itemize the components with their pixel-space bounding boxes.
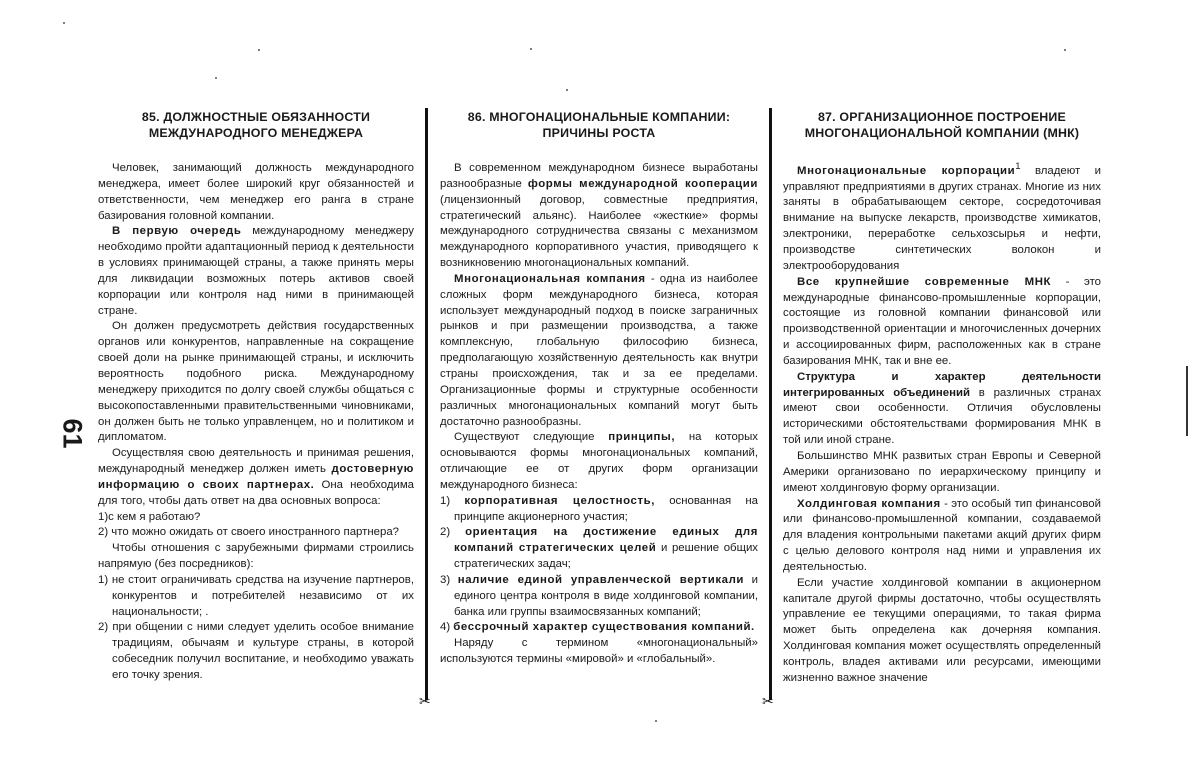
column-87 [783, 110, 1101, 687]
scan-speck [63, 22, 65, 24]
bold-term: ориентация на достижение единых для компаний стратегических целей [454, 526, 758, 555]
scan-speck [655, 720, 657, 722]
paragraph: Многонациональные корпорации$^1$ владеют и управляют предприятиями в других странах. Многие из них заняты в обрабатывающем секторе, сосредоточивая внимание на выпуске лекарств, производстве химикатов, электроники, переработке сельхозсырья и нефти, производстве синтетических волокон и электрооборудования [783, 161, 1101, 272]
scan-speck [1064, 49, 1066, 51]
scan-speck [215, 77, 217, 79]
paragraph: Существуют следующие принципы, на которых основываются формы многонациональных компаний, отличающие ее от других форм организации международного бизнеса: [440, 431, 758, 491]
list-item: 2) что можно ожидать от своего иностранного партнера? [98, 526, 399, 539]
list-item: 2) ориентация на достижение единых для компаний стратегических целей и решение общих стратегических задач; [440, 526, 758, 571]
bold-term: формы международной кооперации [527, 177, 758, 190]
scan-speck [258, 49, 260, 51]
paragraph: Большинство МНК развитых стран Европы и Северной Америки организовано по иерархическому принципу и имеют холдинговую форму организации. [783, 449, 1101, 494]
section-heading-87: 87. ОРГАНИЗАЦИОННОЕ ПОСТРОЕНИЕ МНОГОНАЦИОНАЛЬНОЙ КОМПАНИИ (МНК) [804, 110, 1080, 140]
page-number: 61 [57, 418, 88, 449]
bold-term: корпоративная целостность, [464, 494, 656, 507]
bold-term: В первую очередь [112, 225, 242, 238]
bold-term: Холдинговая компания [797, 497, 941, 510]
paragraph: Осуществляя свою деятельность и принимая решения, международный менеджер должен иметь достоверную информацию о своих партнерах. Она необходима для того, чтобы дать ответ на два основных вопроса: [98, 447, 415, 507]
column-divider [769, 108, 772, 700]
list-item: 1) корпоративная целостность, основанная на принципе акционерного участия; [440, 494, 759, 523]
paragraph: Он должен предусмотреть действия государственных органов или конкурентов, направленные на сокращение своей доли на рынке принимающей страны, и исключить вероятность подобного риска. Международному менеджеру приходится по долгу своей службы общаться с высокопоставленными правительственными чиновниками, он должен быть не только управленцем, но и политиком и дипломатом. [98, 320, 414, 444]
list-item: 1)с кем я работаю? [98, 510, 201, 523]
paragraph: В современном международном бизнесе выработаны разнообразные формы международной кооперации (лицензионный договор, совместные предприятия, стратегический альянс). Наиболее «жесткие» формы международного сотрудничества связаны с механизмом международного корпоративного участия, приводящего к возникновению многонациональных компаний. [440, 162, 758, 270]
list-item: 3) наличие единой управленческой вертикали и единого центра контроля в виде холдинговой компании, банка или группы взаимосвязанных компаний; [440, 573, 759, 618]
paragraph: Человек, занимающий должность международного менеджера, имеет более широкий круг обязанностей и ответственности, чем менеджер его ранга в стране базирования головной компании. [98, 162, 414, 222]
bold-term: наличие единой управленческой вертикали [457, 573, 745, 586]
bold-term: Структура и характер деятельности интегрированных объединений [783, 370, 1101, 399]
list-item: 4) бессрочный характер существования компаний. [440, 621, 755, 634]
paragraph: Чтобы отношения с зарубежными фирмами строились напрямую (без посредников): [98, 542, 414, 571]
list-item: 1) не стоит ограничивать средства на изучение партнеров, конкурентов и потребителей независимо от их национальности; . [98, 573, 414, 618]
scan-edge-mark [1186, 366, 1188, 436]
column-divider [425, 108, 428, 700]
paragraph: Если участие холдинговой компании в акционерном капитале другой фирмы достаточно, чтобы осуществлять управление ее текущими операциями, то такая фирма может быть определена как дочерняя компания. Холдинговая компания может осуществлять определенный контроль, владея активами или ресурсами, имеющими жизненно важное значение [783, 576, 1101, 684]
list-item: 2) при общении с ними следует уделить особое внимание традициям, обычаям и культуре страны, в которой собеседник получил воспитание, и необходимо уважать его точку зрения. [98, 621, 414, 681]
paragraph: В первую очередь международному менеджеру необходимо пройти адаптационный период к деятельности в условиях принимающей страны, а также принять меры для ликвидации возможных потерь активов своей корпорации или контроля над ними в принимающей стране. [98, 225, 414, 317]
paragraph: Наряду с термином «многонациональный» используются термины «мировой» и «глобальный». [440, 637, 758, 666]
section-heading-85: 85. ДОЛЖНОСТНЫЕ ОБЯЗАННОСТИ МЕЖДУНАРОДНОГО МЕНЕДЖЕРА [141, 110, 371, 140]
paragraph: Холдинговая компания - это особый тип финансовой или финансово-промышленной компании, создаваемой для владения контрольными пакетами акций других фирм с целью делового контроля над ними и управления их деятельностью. [783, 497, 1101, 573]
footnote-marker: 1 [1015, 161, 1021, 172]
scissors-icon: ✂ [419, 693, 431, 709]
paragraph: Многонациональная компания - одна из наиболее сложных форм международного бизнеса, которая использует международный подход в поиске заграничных рынков и при размещении производства, а также комплексную, глобальную философию бизнеса, предполагающую хозяйственную деятельность как внутри страны происхождения, так и за ее пределами. Организационные формы и структурные особенности различных многонациональных компаний могут быть достаточно разнообразны. [440, 272, 758, 428]
scan-speck [530, 48, 532, 50]
bold-term: Многонациональная компания [454, 272, 646, 285]
bold-term: Все крупнейшие современные МНК [797, 275, 1052, 288]
section-heading-86: 86. МНОГОНАЦИОНАЛЬНЫЕ КОМПАНИИ: ПРИЧИНЫ РОСТА [467, 110, 731, 140]
column-86 [440, 110, 758, 668]
column-85 [98, 110, 414, 684]
scan-speck [566, 89, 568, 91]
paragraph: Структура и характер деятельности интегрированных объединений в различных странах имеют свои особенности. Отличия обусловлены историческими обстоятельствами формирования МНК в той или иной стране. [783, 370, 1102, 447]
scissors-icon: ✂ [762, 693, 774, 709]
bold-term: бессрочный характер существования компаний. [453, 621, 755, 634]
bold-term: принципы, [608, 431, 676, 444]
bold-term: Многонациональные корпорации [797, 164, 1016, 177]
paragraph: Все крупнейшие современные МНК - это международные финансово-промышленные корпорации, состоящие из головной компании финансовой или производственной ориентации и многочисленных дочерних и ассоциированных фирм, расположенных как в стране базирования МНК, так и вне ее. [783, 275, 1101, 367]
bold-term: достоверную информацию о своих партнерах. [98, 463, 414, 491]
